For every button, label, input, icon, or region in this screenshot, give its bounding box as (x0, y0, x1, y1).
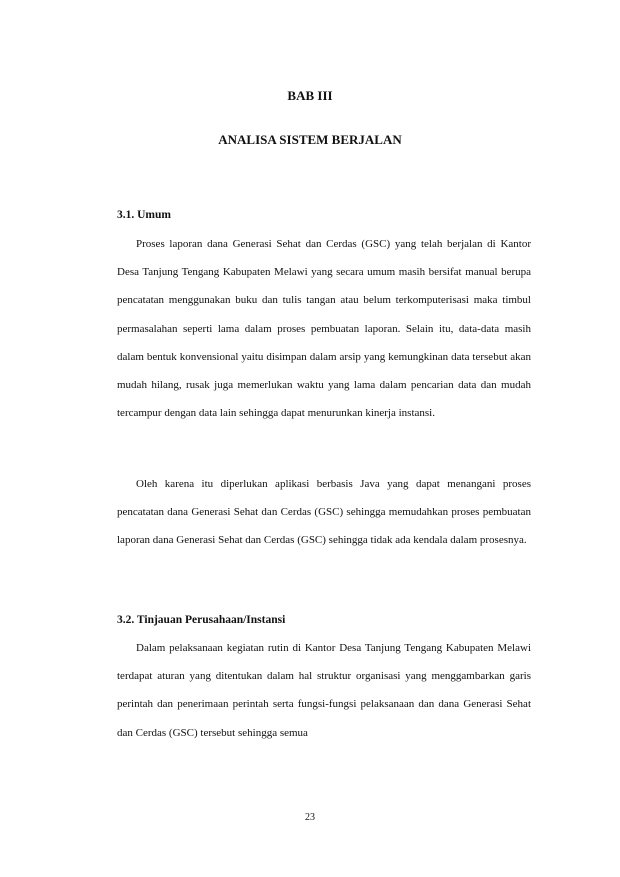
chapter-label: BAB III (287, 88, 333, 103)
section-heading-umum: 3.1. Umum (117, 209, 171, 221)
paragraph-tinjauan-1: Dalam pelaksanaan kegiatan rutin di Kantor Desa Tanjung Tengang Kabupaten Melawi terdapat aturan yang ditentukan dalam hal struktur organisasi yang menggambarkan garis perintah dan penerimaan perintah serta fungsi-fungsi pelaksanaan dan dana Generasi Sehat dan Cerdas (GSC) tersebut sehingga semua (117, 642, 531, 739)
paragraph-umum-1: Proses laporan dana Generasi Sehat dan Cerdas (GSC) yang telah berjalan di Kantor Desa Tanjung Tengang Kabupaten Melawi yang secara umum masih bersifat manual berupa pencatatan menggunakan buku dan tulis tangan atau belum terkomputerisasi maka timbul permasalahan seperti lama dalam proses pembuatan laporan. Selain itu, data-data masih dalam bentuk konvensional yaitu disimpan dalam arsip yang kemungkinan data tersebut akan mudah hilang, rusak juga memerlukan waktu yang lama dalam pencarian data dan mudah tercampur dengan data lain sehingga dapat menurunkan kinerja instansi. (117, 238, 531, 420)
section-heading-tinjauan: 3.2. Tinjauan Perusahaan/Instansi (117, 614, 286, 626)
paragraph-umum-2: Oleh karena itu diperlukan aplikasi berbasis Java yang dapat menangani proses pencatatan dana Generasi Sehat dan Cerdas (GSC) sehingga memudahkan proses pembuatan laporan dana Generasi Sehat dan Cerdas (GSC) sehingga tidak ada kendala dalam prosesnya. (117, 478, 531, 547)
page-number: 23 (305, 812, 315, 823)
chapter-title: ANALISA SISTEM BERJALAN (218, 132, 402, 147)
